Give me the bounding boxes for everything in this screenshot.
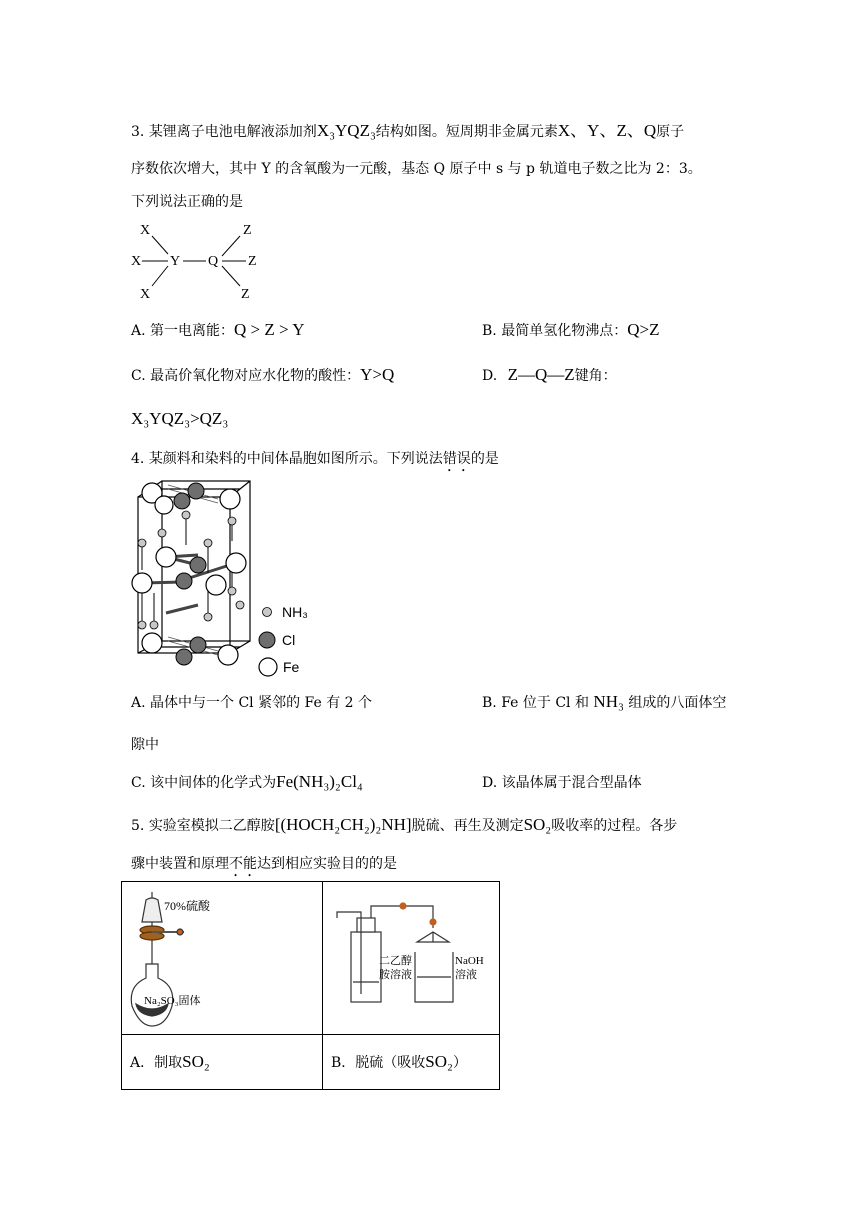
- figure-b-apparatus: [323, 882, 499, 1030]
- q3-option-b[interactable]: B. 最简单氢化物沸点：Q>Z: [482, 320, 660, 339]
- q3-structure-diagram: [128, 218, 278, 303]
- q4-stem: 4. 某颜料和染料的中间体晶胞如图所示。下列说法错误的是: [131, 451, 499, 467]
- struct-z-top: Z: [243, 223, 252, 238]
- q5-cell-b[interactable]: B．脱硫（吸收SO₂）: [323, 1035, 500, 1090]
- q3-option-d-line2: X₃YQZ₃>QZ₃: [131, 409, 229, 428]
- struct-q: Q: [208, 254, 219, 269]
- q5-cell-a[interactable]: A．制取SO₂: [122, 1035, 323, 1090]
- figure-a-apparatus: [122, 882, 322, 1030]
- q4-option-a[interactable]: A. 晶体中与一个 Cl 紧邻的 Fe 有 2 个: [131, 695, 373, 711]
- q4-option-b[interactable]: B. Fe 位于 Cl 和 NH₃ 组成的八面体空: [482, 692, 727, 711]
- formula-x3yqz3: X₃YQZ₃: [316, 121, 376, 140]
- sol2-label-a: NaOH: [455, 955, 484, 967]
- q3-option-c[interactable]: C. 最高价氧化物对应水化物的酸性：Y>Q: [131, 365, 395, 384]
- nh3-marker-icon: [258, 603, 276, 621]
- struct-x-bottom: X: [140, 287, 151, 302]
- struct-x-left: X: [131, 254, 142, 269]
- legend-fe: Fe: [258, 653, 308, 680]
- q4-option-b-line2: 隙中: [131, 737, 159, 753]
- legend-cl: Cl: [258, 626, 308, 653]
- sol2-label-b: 溶液: [455, 969, 477, 981]
- q3-option-d[interactable]: D. Z—Q—Z键角：: [482, 365, 617, 384]
- q4-option-d[interactable]: D. 该晶体属于混合型晶体: [482, 775, 642, 791]
- cl-marker-icon: [258, 631, 276, 649]
- q4-option-c[interactable]: C. 该中间体的化学式为Fe(NH₃)₂Cl₄: [131, 772, 363, 791]
- q3-stem-line3: 下列说法正确的是: [131, 194, 243, 210]
- fe-marker-icon: [258, 657, 278, 677]
- sol1-label-a: 二乙醇: [379, 955, 412, 967]
- acid-label: 70%硫酸: [164, 899, 210, 913]
- legend-nh3: NH₃: [258, 598, 308, 626]
- q5-stem-line2: 骤中装置和原理不能达到相应实验目的的是: [131, 856, 397, 872]
- q5-figure-a-cell: [122, 882, 323, 1035]
- q5-apparatus-table: [121, 881, 500, 1090]
- q3-stem-line1: 3. 某锂离子电池电解液添加剂X₃YQZ₃结构如图。短周期非金属元素X、Y、Z、Q原子: [131, 121, 685, 140]
- struct-y: Y: [170, 254, 181, 269]
- q5-figure-b-cell: [323, 882, 500, 1035]
- solid-label: Na₂SO₃固体: [144, 995, 201, 1007]
- struct-z-right: Z: [248, 254, 257, 269]
- q5-stem-line1: 5. 实验室模拟二乙醇胺[(HOCH₂CH₂)₂NH]脱硫、再生及测定SO₂吸收率的过程。各步: [131, 815, 678, 834]
- struct-z-bottom: Z: [241, 287, 250, 302]
- sol1-label-b: 胺溶液: [379, 969, 412, 981]
- q3-option-a[interactable]: A. 第一电离能：Q > Z > Y: [131, 320, 305, 339]
- q3-stem-line2: 序数依次增大，其中 Y 的含氧酸为一元酸，基态 Q 原子中 s 与 p 轨道电子数之比为 2：3。: [131, 161, 702, 177]
- struct-x-top: X: [140, 223, 151, 238]
- q4-legend: [258, 598, 308, 680]
